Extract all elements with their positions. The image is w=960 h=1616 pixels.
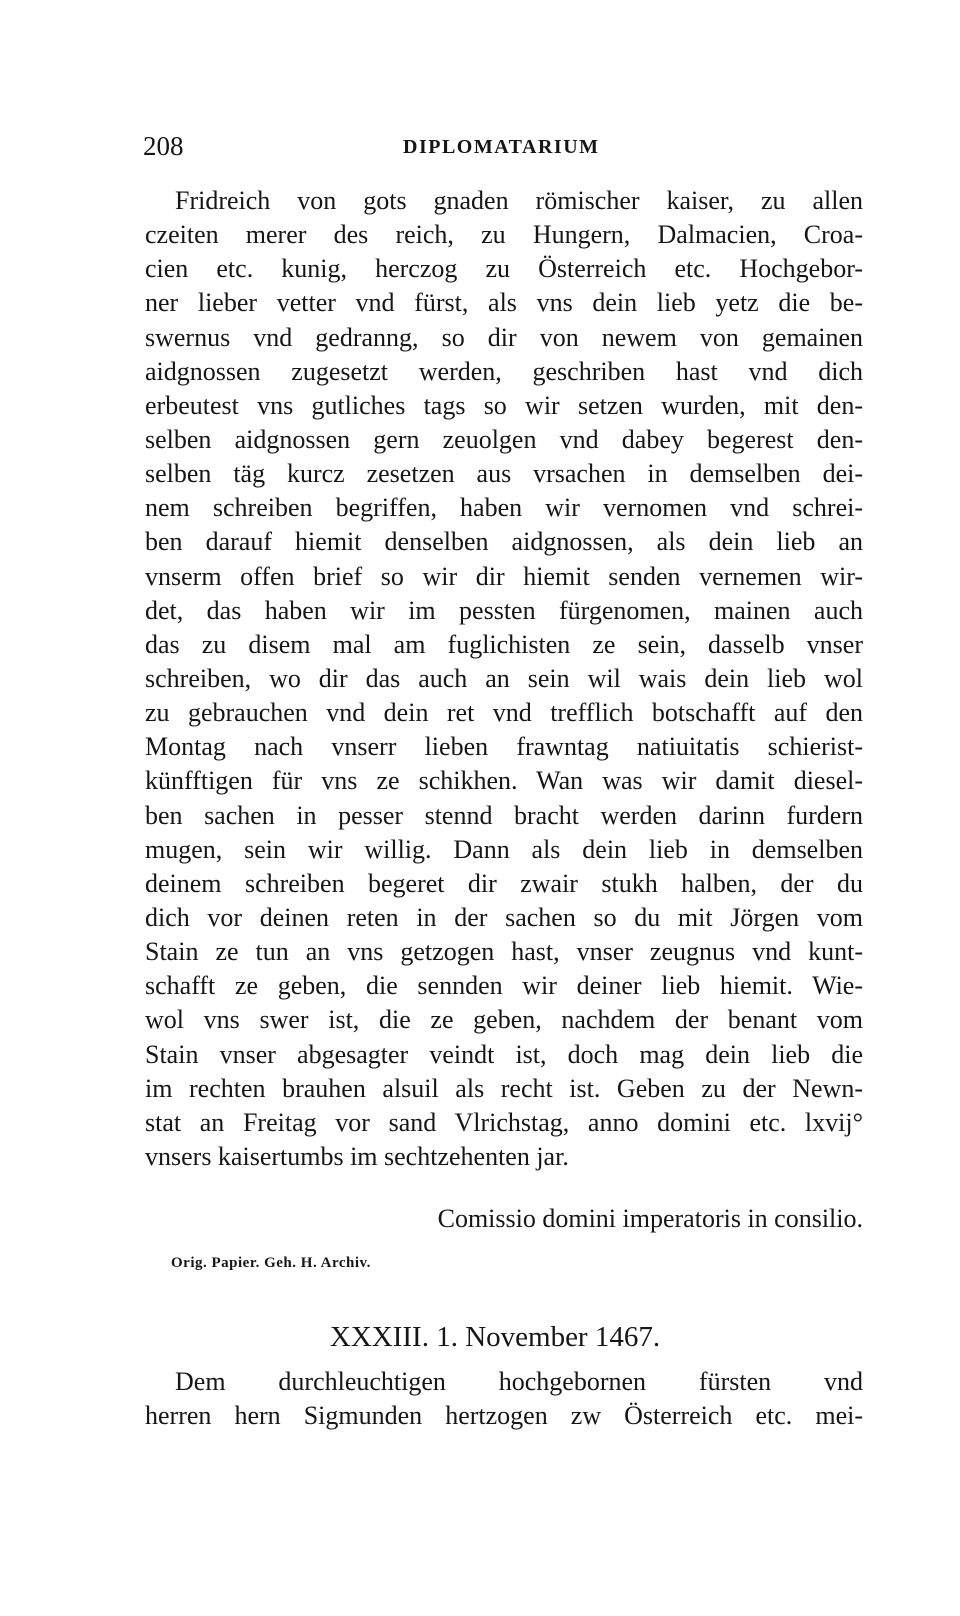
text-line: vnserm offen brief so wir dir hiemit senden vernemen wir- <box>145 561 863 591</box>
letter-text <box>145 184 863 1174</box>
text-line: das zu disem mal am fuglichisten ze sein, dasselb vnser <box>145 629 863 659</box>
text-line: mugen, sein wir willig. Dann als dein lieb in demselben <box>145 834 863 864</box>
text-line: aidgnossen zugesetzt werden, geschriben hast vnd dich <box>145 356 863 386</box>
signature-line: Comissio domini imperatoris in consilio. <box>437 1204 863 1233</box>
text-line: nem schreiben begriffen, haben wir vernomen vnd schrei- <box>145 493 863 523</box>
text-line: ben darauf hiemit denselben aidgnossen, als dein lieb an <box>145 527 863 557</box>
text-line: Dem durchleuchtigen hochgebornen fürsten vnd <box>175 1367 863 1396</box>
text-line: im rechten brauhen alsuil als recht ist. Geben zu der Newn- <box>145 1073 863 1103</box>
text-line: schreiben, wo dir das auch an sein wil wais dein lieb wol <box>145 663 863 693</box>
document-heading-text: XXXIII. 1. November 1467. <box>329 1321 661 1353</box>
text-line: vnsers kaisertumbs im sechtzehenten jar. <box>145 1141 569 1171</box>
text-line: Stain ze tun an vns getzogen hast, vnser zeugnus vnd kunt- <box>145 937 863 967</box>
text-line: Fridreich von gots gnaden römischer kaiser, zu allen <box>175 186 863 215</box>
text-line: deinem schreiben begeret dir zwair stukh halben, der du <box>145 868 863 898</box>
text-line: erbeutest vns gutliches tags so wir setzen wurden, mit den- <box>145 390 863 420</box>
text-line: zu gebrauchen vnd dein ret vnd trefflich botschafft auf den <box>145 698 863 728</box>
text-line: künfftigen für vns ze schikhen. Wan was wir damit diesel- <box>145 766 863 796</box>
text-line: selben aidgnossen gern zeuolgen vnd dabey begerest den- <box>145 424 863 454</box>
text-line: wol vns swer ist, die ze geben, nachdem der benant vom <box>145 1005 863 1035</box>
text-line: det, das haben wir im pessten fürgenomen, mainen auch <box>145 595 863 625</box>
text-line: schafft ze geben, die sennden wir deiner lieb hiemit. Wie- <box>145 971 863 1001</box>
address-text <box>145 1365 863 1433</box>
text-line: czeiten merer des reich, zu Hungern, Dalmacien, Croa- <box>145 220 863 250</box>
text-line: selben täg kurcz zesetzen aus vrsachen in demselben dei- <box>145 459 863 489</box>
text-line: Stain vnser abgesagter veindt ist, doch mag dein lieb die <box>145 1039 863 1069</box>
source-note: Orig. Papier. Geh. H. Archiv. <box>171 1255 371 1271</box>
page-number: 208 <box>143 131 184 161</box>
text-line: dich vor deinen reten in der sachen so du mit Jörgen vom <box>145 902 863 932</box>
page-header <box>143 128 863 164</box>
text-line: ner lieber vetter vnd fürst, als vns dein lieb yetz die be- <box>145 288 863 318</box>
text-line: ben sachen in pesser stennd bracht werden darinn furdern <box>145 800 863 830</box>
document-heading <box>0 1317 960 1357</box>
text-line: cien etc. kunig, herczog zu Österreich etc. Hochgebor- <box>145 254 863 284</box>
text-line: stat an Freitag vor sand Vlrichstag, anno domini etc. lxvij° <box>145 1107 863 1137</box>
text-line: herren hern Sigmunden hertzogen zw Österreich etc. mei- <box>145 1401 863 1431</box>
text-line: swernus vnd gedranng, so dir von newem von gemainen <box>145 322 863 352</box>
text-line: Montag nach vnserr lieben frawntag natiuitatis schierist- <box>145 732 863 762</box>
running-title: DIPLOMATARIUM <box>403 136 600 158</box>
